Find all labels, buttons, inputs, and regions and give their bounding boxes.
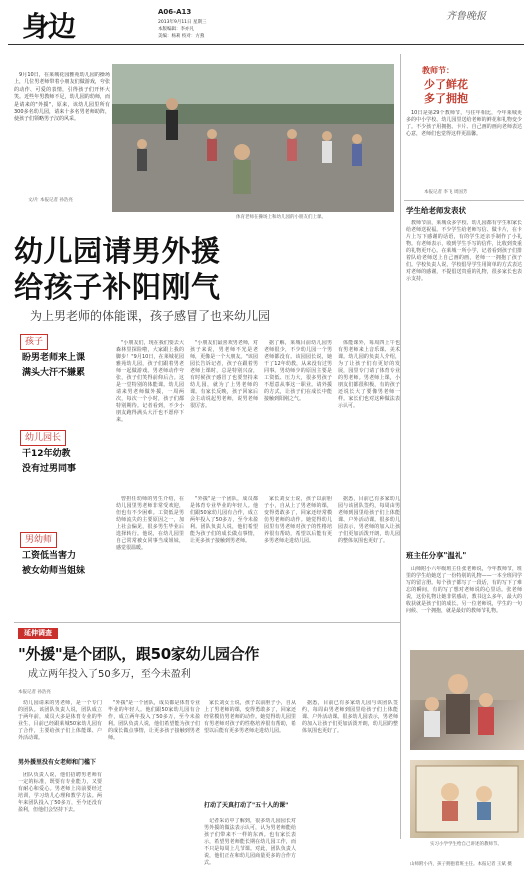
- side-block-principal: [14, 430, 110, 508]
- side-text-principal-2: 没有过男同事: [22, 464, 77, 474]
- side-label-male-teacher: 男幼师: [20, 532, 57, 548]
- bottom-col-2: 团队负责人说，他们招聘男老师有一定的标准，既要有专业能力，又要有耐心和爱心。男老师上岗前要经过培训，学习幼儿心理和教学方法。两年来团队投入了50多万，至今还没有盈利，但他们会坚持下去。: [18, 772, 102, 813]
- right-text-2: 教师节前，莱城众多学校、幼儿园都有学生和家长给老师送祝福。不少学生给老师写信、做卡片，在卡片上写下感谢的话语，有的学生还亲手制作了小礼物。有老师表示，收到学生手写的信件，比收到贵重的礼物更开心。在莱城一所小学，记者看到孩子们排着队给老师送上自己画的画，老师一一拥抱了孩子们。学校负责人说，学校倡导学生用简单的方式表达对老师的感谢，不提倡送贵重的礼物，很多家长也表示支持。: [406, 220, 522, 282]
- side-label-kids: 孩子: [20, 334, 48, 350]
- bottom-subtitle: 成立两年投入了50多万，至今未盈利: [28, 669, 191, 680]
- side-text-principal-1: 干12年幼教: [22, 449, 71, 459]
- body-col-7: 家长刘女士说，孩子以前胆子小，自从上了男老师的课，变得勇敢多了，回家还经常模仿男老师的动作。她觉得幼儿园里有男老师对孩子的性格培养很有帮助，希望以后能有更多男老师走进幼儿园。: [264, 496, 332, 544]
- designer-credit: 美编：杨莉 校对：方燕: [158, 34, 205, 39]
- body-col-3: 据了解，莱城目前幼儿园男老师很少，不少幼儿园一个男老师都没有。该园园长说，她干了12年幼教，从来没有过男同事。男幼师少的原因主要是工资低、压力大，很多男孩子不愿意从事这一职业。请外援的方式，让孩子们在成长中能接触到阳刚之气。: [264, 340, 332, 402]
- bottom-col-3: "外援"是一个团队，成员都是体育专业毕业的年轻人。他们跟50家幼儿园有合作，成立两年投入了50多万，至今未盈利。团队负责人说，他们希望能为孩子们的成长做点事情，让更多孩子接触到男老师。: [108, 700, 200, 741]
- right-column: [404, 54, 524, 754]
- body-col-1: "小朋友们，现在我们要去大森林里探险啦，大家跟上我的脚步！"9月10日，在莱城花园雅苑幼儿园，孩子们跟着男老师一起做游戏。男老师动作夸张，孩子们笑得前仰后合。这是一堂特别的体能课。幼儿园请来男老师做外援，一周两次，每次一个小时，孩子们都特别期待。记者看到，不少小朋友跑得满头大汗也不愿停下来。: [116, 340, 184, 423]
- kindergarten-kids-photo: [112, 64, 394, 212]
- bottom-photo: [410, 650, 524, 750]
- cartoon-caption: 实习小学学生给自己讲述的教师节。: [430, 842, 502, 847]
- bottom-tag: 延伸调查: [18, 628, 58, 639]
- bottom-subhead-1: 男外援里没有女老师和门槛下: [18, 759, 97, 766]
- cartoon-image: [410, 760, 524, 838]
- right-section2-title: 学生给老师发表状: [406, 206, 466, 215]
- bottom-col-1: 幼儿园请来的男老师，是一个专门的团队。该团队负责人说，团队成立于两年前，成员大多是体育专业的毕业生，目前已经跟莱城50家幼儿园有了合作，主要给孩子们上体能课、户外活动课。: [18, 700, 102, 741]
- side-label-principal: 幼儿园长: [20, 430, 66, 446]
- right-title-1: 少了鲜花: [424, 78, 468, 91]
- page-number: A06-A13: [158, 8, 192, 16]
- headline-subtitle: 为上男老师的体能课，孩子感冒了也来幼儿园: [30, 309, 271, 323]
- bottom-subhead-2: 打动了天真打动了"五十人的课": [204, 802, 289, 809]
- headline-line-2: 给孩子补阳刚气: [14, 270, 221, 304]
- bottom-col-5: 记者采访中了解到，很多幼儿园园长对男外援的做法表示认可，认为男老师能给孩子们带来不一样的东西。也有家长表示，希望男老师能长期在幼儿园工作，而不只是每周上几节课。对此，团队负责人说，他们正在和幼儿园商量更多的合作方式。: [204, 818, 296, 866]
- teacher-hug-photo: [410, 650, 524, 750]
- side-text-kids-2: 满头大汗不嫌累: [22, 368, 86, 378]
- bottom-photo-caption: 山师附小内，孩子拥抱着班主任。本报记者 王斌 摄: [410, 862, 512, 867]
- issue-date: 2013年9月11日 星期三: [158, 20, 207, 25]
- side-text-kids-1: 盼男老师来上课: [22, 353, 86, 363]
- editor-credit: 本版编辑：李亦凡: [158, 27, 194, 32]
- paper-logo: 齐鲁晚报: [446, 11, 486, 22]
- body-col-6: "外援"是一个团队，成员都是体育专业毕业的年轻人。他们跟50家幼儿园有合作，成立两年投入了50多万，至今未盈利。团队负责人说，他们希望能为孩子们的成长做点事情，让更多孩子接触到男老师。: [190, 496, 258, 544]
- headline-line-1: 幼儿园请男外援: [14, 234, 221, 268]
- right-text-1: 10日是第29个教师节，与往年相比，今年莱城更多的中小学校、幼儿园里送给老师的鲜花和礼物变少了。不少孩子用拥抱、卡片、自己画的画向老师表达心意，老师们也觉得这样更温馨。: [406, 110, 522, 137]
- lead-summary: 9月10日，在莱城花园雅苑幼儿园的操场上，几位男老师带着小朋友们做游戏，夸张的动作、可爱的表情，引得孩子们开怀大笑。近些年男教师不足，幼儿园的幼师，而是请来的"外援"，原来，该幼儿园里所有300多名幼儿园，请来十多名男老师助阵，使孩子们领略男子汉的风采。: [14, 72, 110, 123]
- right-section3-title: 班主任分享"温礼": [406, 551, 467, 560]
- bottom-col-4: 家长刘女士说，孩子以前胆子小，自从上了男老师的课，变得勇敢多了，回家还经常模仿男老师的动作。她觉得幼儿园里有男老师对孩子的性格培养很有帮助，希望以后能有更多男老师走进幼儿园。: [204, 700, 296, 734]
- side-block-kids: [14, 334, 110, 412]
- bottom-section: [14, 626, 400, 891]
- lead-photo: [112, 64, 394, 212]
- right-section-label: 教师节：: [422, 66, 454, 75]
- teachers-day-cartoon: [410, 760, 524, 838]
- lead-photo-caption: 体育老师在操场上和幼儿园的小朋友们上课。: [236, 215, 326, 220]
- side-text-male-teacher-2: 被女幼师当姐妹: [22, 566, 86, 576]
- masthead: [8, 4, 524, 46]
- body-col-2: "小朋友们最喜欢男老师，对孩子来说，男老师不光是老师，更像是一个大朋友。"该园园长告诉记者，孩子在跟着男老师上课时，总是特别兴奋，有时候孩子感冒了也要坚持来幼儿园，就为了上男老师的课。有家长反映，孩子回家后会主动说起男老师，说男老师很厉害。: [190, 340, 258, 409]
- right-text-3: 山师附小六年级班主任张老师说，今年教师节，班里的学生给她送了一份特别的礼物——一本全班同学写的留言册。每个孩子都写了一段话，有的写下了难忘的瞬间，有的写了想对老师说的心里话。张老师说，这份礼物让她非常感动，教书这么多年，最大的收获就是孩子们的成长。另一位老师说，学生的一句问候、一个拥抱，就是最好的教师节礼物。: [406, 566, 522, 614]
- section-title: 身边: [22, 10, 75, 43]
- bottom-col-6: 据悉，目前已有多家幼儿园与该团队签约，每周由男老师到园里给孩子们上体能课、户外活动课。很多幼儿园表示，男老师的加入让孩子们更加活泼开朗，幼儿园的整体氛围也更好了。: [302, 700, 398, 734]
- side-block-male-teacher: [14, 532, 110, 610]
- body-col-8: 据悉，目前已有多家幼儿园与该团队签约，每周由男老师到园里给孩子们上体能课、户外活动课。很多幼儿园表示，男老师的加入让孩子们更加活泼开朗，幼儿园的整体氛围也更好了。: [338, 496, 400, 544]
- right-byline-1: 本报记者 李飞 周国芳: [424, 190, 468, 195]
- body-col-5: 曾担任幼师的男生介绍，在幼儿园里男老师非常受欢迎，但也有不少困难。工资低是男幼师流失的主要原因之一，加上社会偏见，很多男生毕业后选择转行。他说，在幼儿园里自己常常被女同事当成姐妹，感觉很温暖。: [116, 496, 184, 551]
- side-text-male-teacher-1: 工资低当害力: [22, 551, 77, 561]
- right-title-2: 多了拥抱: [424, 92, 468, 105]
- lead-byline: 文/片 本报记者 孙浩亮: [28, 198, 73, 203]
- bottom-title: "外援"是个团队，跟50家幼儿园合作: [18, 645, 260, 663]
- bottom-byline: 本报记者 孙浩亮: [18, 690, 51, 695]
- body-col-4: 体能课外，每周四上午也有男老师来上音乐课、美术课。幼儿园的负责人介绍，为了让孩子们有更好的发展，园里专门请了体育专业的男老师。男老师上课，小朋友们都很积极，有的孩子还说长大了要像男老师一样。家长们也对这种做法表示认可。: [338, 340, 400, 409]
